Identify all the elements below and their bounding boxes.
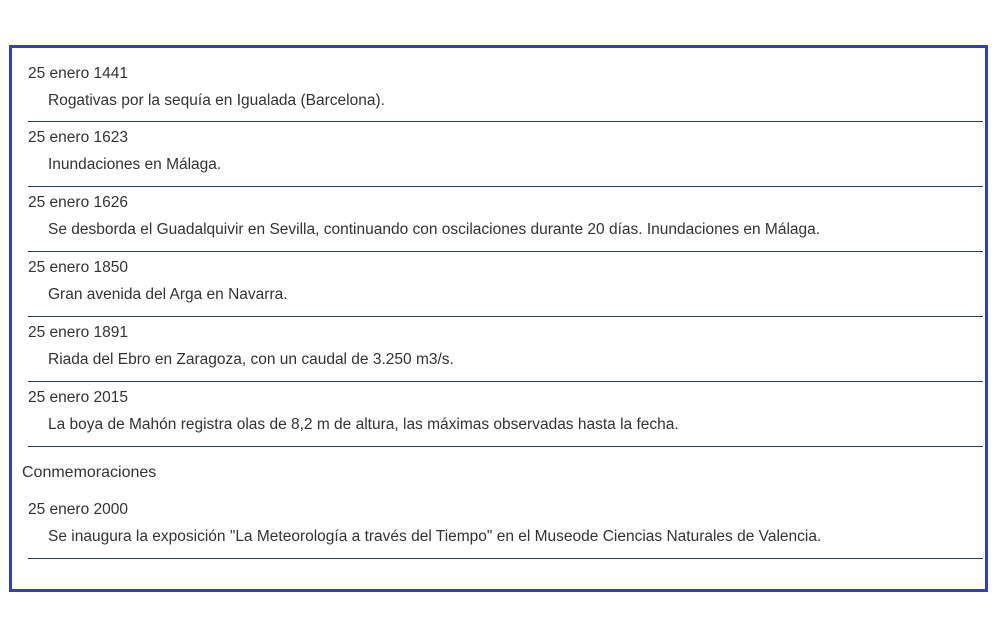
events-panel bbox=[9, 45, 988, 592]
event-description: Gran avenida del Arga en Navarra. bbox=[48, 286, 288, 303]
section-heading bbox=[22, 447, 985, 493]
commemoration-entry bbox=[28, 493, 983, 559]
event-description: La boya de Mahón registra olas de 8,2 m de altura, las máximas observadas hasta la fecha. bbox=[48, 416, 679, 433]
event-date: 25 enero 2000 bbox=[28, 501, 128, 518]
event-entry bbox=[28, 48, 983, 122]
event-entry bbox=[28, 252, 983, 317]
event-entry bbox=[28, 382, 983, 447]
event-date: 25 enero 1626 bbox=[28, 194, 128, 211]
event-date: 25 enero 1441 bbox=[28, 65, 128, 82]
event-description: Se inaugura la exposición "La Meteorología a través del Tiempo" en el Museode Ciencias Naturales de Valencia. bbox=[48, 528, 822, 545]
event-entry bbox=[28, 122, 983, 187]
event-description: Inundaciones en Málaga. bbox=[48, 156, 222, 173]
event-description: Riada del Ebro en Zaragoza, con un caudal de 3.250 m3/s. bbox=[48, 351, 454, 368]
event-date: 25 enero 1891 bbox=[28, 324, 128, 341]
event-description: Rogativas por la sequía en Igualada (Barcelona). bbox=[48, 92, 385, 109]
section-title: Conmemoraciones bbox=[22, 464, 157, 481]
event-date: 25 enero 1623 bbox=[28, 129, 128, 146]
event-date: 25 enero 1850 bbox=[28, 259, 128, 276]
event-entry bbox=[28, 317, 983, 382]
event-date: 25 enero 2015 bbox=[28, 389, 128, 406]
event-entry bbox=[28, 187, 983, 252]
event-description: Se desborda el Guadalquivir en Sevilla, continuando con oscilaciones durante 20 días. Inundaciones en Málaga. bbox=[48, 221, 821, 238]
